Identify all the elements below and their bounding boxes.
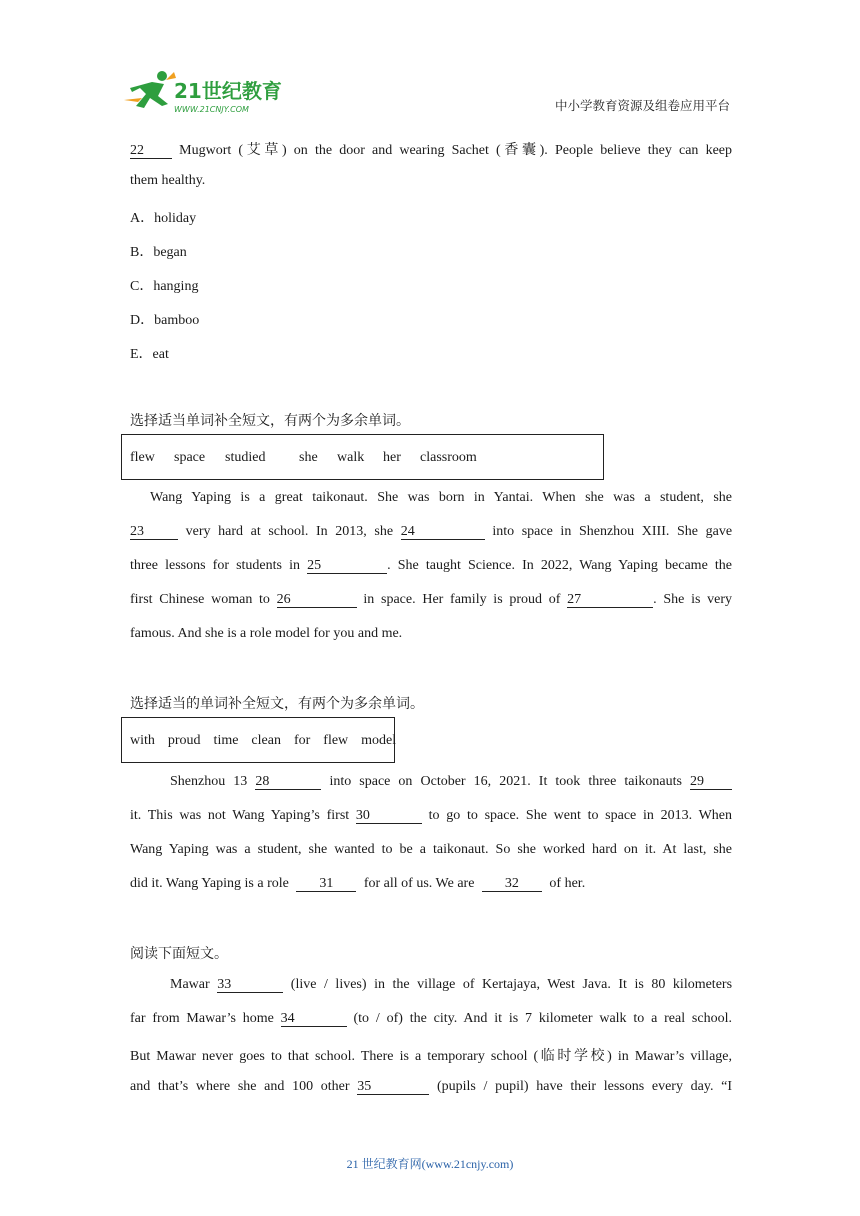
passage3-line-2: far from Mawar’s home 34 (to / of) the city. And it is 7 kilometer walk to a real school.: [130, 1011, 732, 1026]
site-tagline: 中小学教育资源及组卷应用平台: [554, 99, 730, 113]
blank-22: 22: [130, 144, 172, 159]
site-logo: [122, 70, 292, 116]
runner-icon: [124, 71, 176, 108]
section3-instruction: 选择适当的单词补全短文，有两个为多余单词。: [130, 697, 424, 712]
blank-25: 25: [307, 559, 387, 574]
blank-31: 31: [296, 877, 356, 892]
blank-32: 32: [482, 877, 542, 892]
passage3-line-4: and that’s where she and 100 other 35 (pupils / pupil) have their lessons every day. “I: [130, 1079, 733, 1094]
word-bank-line: with proud time clean for flew model: [130, 733, 397, 748]
passage3-line-1: Mawar 33 (live / lives) in the village of Kertajaya, West Java. It is 80 kilometers: [170, 977, 733, 992]
q22-line-2: them healthy.: [130, 173, 206, 188]
blank-27: 27: [567, 593, 653, 608]
word-bank-item: classroom: [420, 450, 477, 465]
section2-instruction: 选择适当单词补全短文，有两个为多余单词。: [130, 414, 410, 429]
passage1-line-5: famous. And she is a role model for you and me.: [130, 626, 403, 641]
word-bank-item: flew: [130, 450, 155, 465]
passage1-line-2: 23 very hard at school. In 2013, she 24 into space in Shenzhou XIII. She gave: [130, 524, 733, 539]
word-bank-item: walk: [337, 450, 365, 465]
blank-33: 33: [217, 978, 283, 993]
blank-35: 35: [357, 1080, 429, 1095]
option-c: C．hanging: [130, 279, 199, 294]
page-footer: 21 世纪教育网(www.21cnjy.com): [346, 1157, 514, 1171]
word-bank-item: she: [299, 450, 318, 465]
word-bank-item: space: [174, 450, 206, 465]
passage1-line-4: first Chinese woman to 26 in space. Her family is proud of 27 . She is very: [130, 592, 733, 607]
word-bank-item: her: [383, 450, 401, 465]
blank-26: 26: [277, 593, 357, 608]
passage1-line-1: Wang Yaping is a great taikonaut. She was born in Yantai. When she was a student, she: [150, 490, 732, 505]
option-b: B．began: [130, 245, 187, 260]
passage3-line-3: But Mawar never goes to that school. There is a temporary school (临时学校) in Mawar’s village,: [130, 1049, 732, 1064]
passage2-line-2: it. This was not Wang Yaping’s first 30 to go to space. She went to space in 2013. When: [130, 808, 733, 823]
option-e: E．eat: [130, 347, 169, 362]
blank-24: 24: [401, 525, 485, 540]
passage1-line-3: three lessons for students in 25 . She taught Science. In 2022, Wang Yaping became the: [130, 558, 733, 573]
q22-line-1: 22 Mugwort (艾草) on the door and wearing Sachet (香囊). People believe they can keep: [130, 143, 733, 158]
word-bank-box-2: [121, 717, 395, 763]
passage2-line-1: Shenzhou 13 28 into space on October 16, 2021. It took three taikonauts 29: [170, 774, 732, 790]
option-a: A．holiday: [130, 211, 197, 226]
blank-28: 28: [255, 775, 321, 790]
word-bank-box-1: [121, 434, 604, 480]
svg-text:21世纪教育: 21世纪教育: [174, 79, 282, 103]
passage2-line-3: Wang Yaping was a student, she wanted to be a taikonaut. So she worked hard on it. At last, she: [130, 842, 732, 857]
passage2-line-4: did it. Wang Yaping is a role 31 for all of us. We are 32 of her.: [130, 876, 586, 891]
blank-23: 23: [130, 525, 178, 540]
word-bank-item: studied: [225, 450, 266, 465]
svg-text:WWW.21CNJY.COM: WWW.21CNJY.COM: [174, 105, 249, 114]
blank-34: 34: [281, 1012, 347, 1027]
section4-instruction: 阅读下面短文。: [130, 947, 228, 962]
blank-29: 29: [690, 775, 732, 790]
blank-30: 30: [356, 809, 422, 824]
option-d: D．bamboo: [130, 313, 200, 328]
